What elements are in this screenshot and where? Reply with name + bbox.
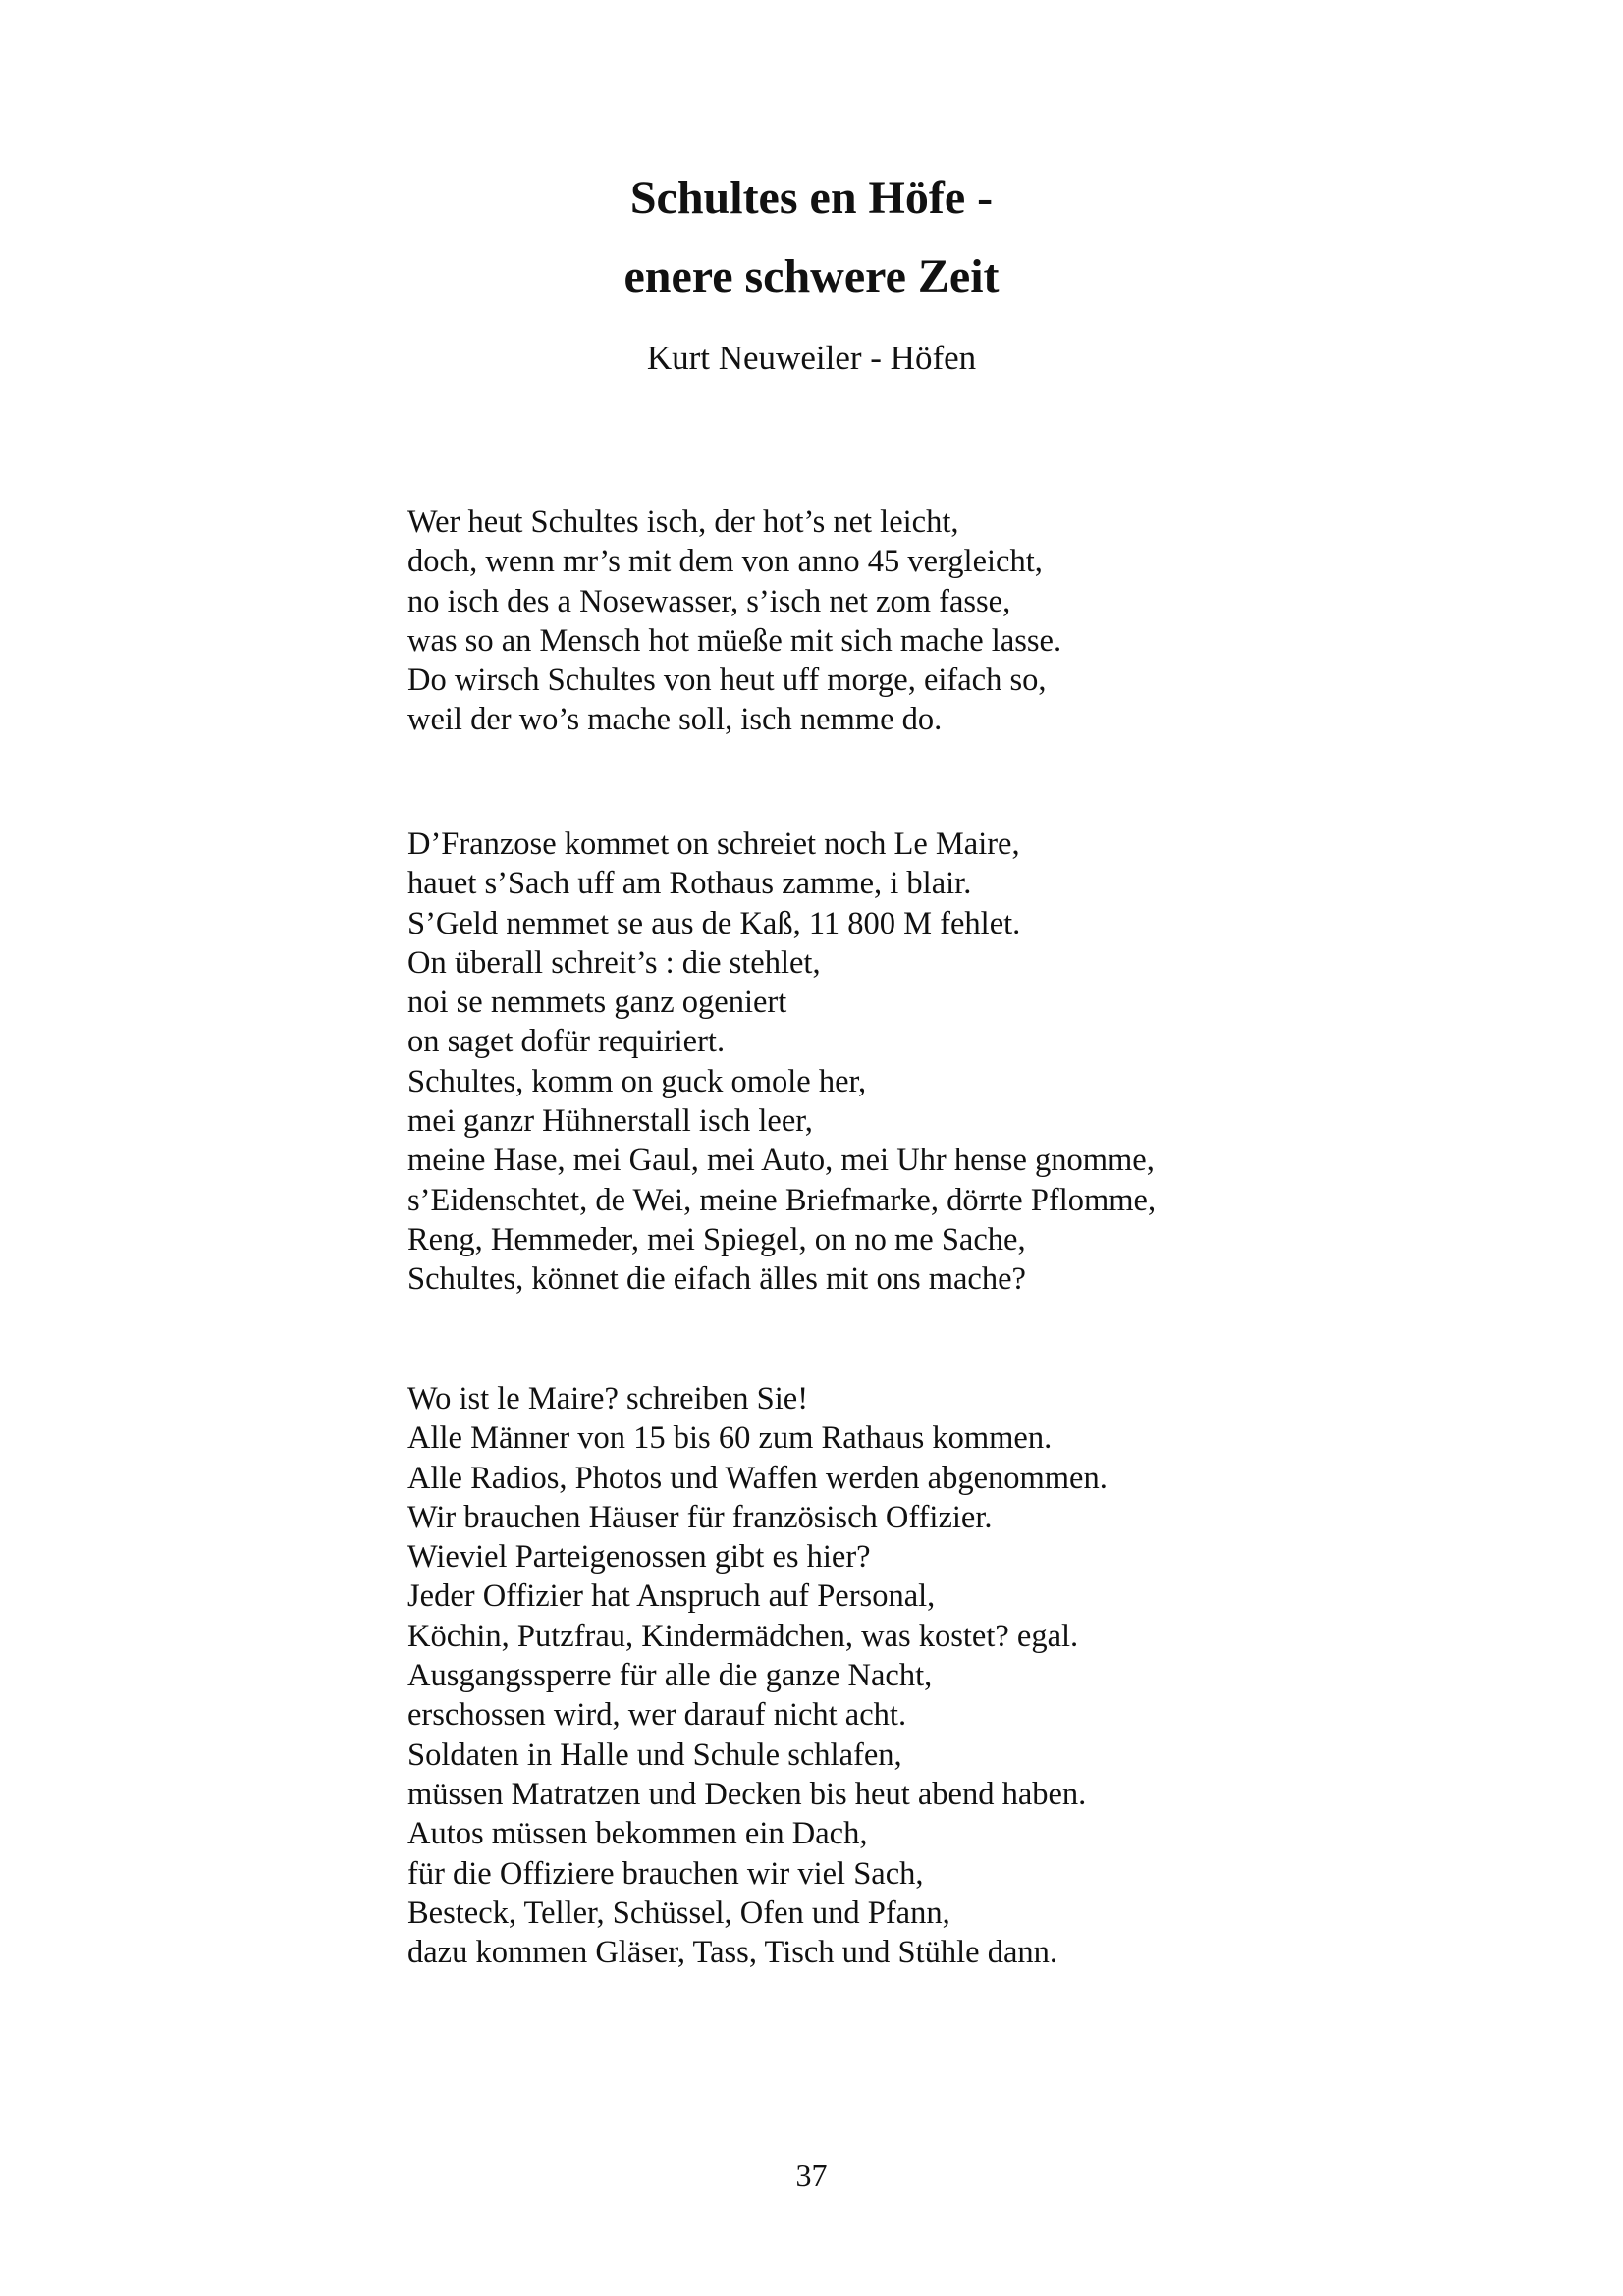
verse-line: Schultes, komm on guck omole her, [407, 1063, 867, 1099]
verse-line: meine Hase, mei Gaul, mei Auto, mei Uhr hense gnomme, [407, 1143, 1155, 1179]
verse-line: weil der wo’s mache soll, isch nemme do. [407, 702, 943, 738]
verse-line: mei ganzr Hühnerstall isch leer, [407, 1103, 813, 1140]
verse-line: was so an Mensch hot müeße mit sich mache lasse. [407, 622, 1062, 659]
verse-line: Jeder Offizier hat Anspruch auf Personal, [407, 1578, 936, 1615]
title-line-1: Schultes en Höfe - [629, 172, 994, 224]
verse-line: no isch des a Nosewasser, s’isch net zom fasse, [407, 583, 1011, 619]
stanza-2 [407, 825, 1389, 1300]
verse-line: müssen Matratzen und Decken bis heut abend haben. [407, 1776, 1087, 1812]
author-byline: Kurt Neuweiler - Höfen [646, 339, 977, 377]
page-number: 37 [795, 2158, 828, 2193]
verse-line: Besteck, Teller, Schüssel, Ofen und Pfann, [407, 1895, 950, 1931]
page-title [0, 159, 1623, 316]
verse-line: Alle Männer von 15 bis 60 zum Rathaus kommen. [407, 1420, 1053, 1457]
verse-line: doch, wenn mr’s mit dem von anno 45 vergleicht, [407, 544, 1043, 580]
verse-line: Soldaten in Halle und Schule schlafen, [407, 1736, 902, 1773]
verse-line: Alle Radios, Photos und Waffen werden abgenommen. [407, 1460, 1108, 1496]
verse-line: Autos müssen bekommen ein Dach, [407, 1816, 868, 1852]
verse-line: Wir brauchen Häuser für französisch Offizier. [407, 1499, 993, 1535]
verse-line: für die Offiziere brauchen wir viel Sach, [407, 1855, 924, 1892]
verse-line: hauet s’Sach uff am Rothaus zamme, i blair. [407, 866, 972, 902]
stanza-1 [407, 503, 1389, 740]
verse-line: Reng, Hemmeder, mei Spiegel, on no me Sache, [407, 1221, 1026, 1257]
verse-line: Wer heut Schultes isch, der hot’s net leicht, [407, 505, 959, 540]
verse-line: on saget dofür requiriert. [407, 1024, 726, 1060]
verse-line: On überall schreit’s : die stehlet, [407, 944, 821, 981]
verse-line: Ausgangssperre für alle die ganze Nacht, [407, 1658, 933, 1694]
verse-line: Wieviel Parteigenossen gibt es hier? [407, 1539, 871, 1575]
verse-line: Köchin, Putzfrau, Kindermädchen, was kostet? egal. [407, 1618, 1079, 1654]
verse-line: S’Geld nemmet se aus de Kaß, 11 800 M fehlet. [407, 905, 1021, 941]
stanza-3 [407, 1379, 1389, 1972]
verse-line: s’Eidenschtet, de Wei, meine Briefmarke, dörrte Pflomme, [407, 1182, 1157, 1218]
verse-line: Wo ist le Maire? schreiben Sie! [407, 1381, 809, 1416]
verse-line: D’Franzose kommet on schreiet noch Le Maire, [407, 827, 1020, 862]
verse-line: dazu kommen Gläser, Tass, Tisch und Stühle dann. [407, 1935, 1058, 1971]
verse-line: erschossen wird, wer darauf nicht acht. [407, 1697, 907, 1734]
verse-line: Do wirsch Schultes von heut uff morge, eifach so, [407, 663, 1047, 699]
verse-line: noi se nemmets ganz ogeniert [407, 985, 787, 1021]
title-line-2: enere schwere Zeit [623, 250, 1000, 302]
verse-line: Schultes, könnet die eifach älles mit ons mache? [407, 1261, 1026, 1298]
